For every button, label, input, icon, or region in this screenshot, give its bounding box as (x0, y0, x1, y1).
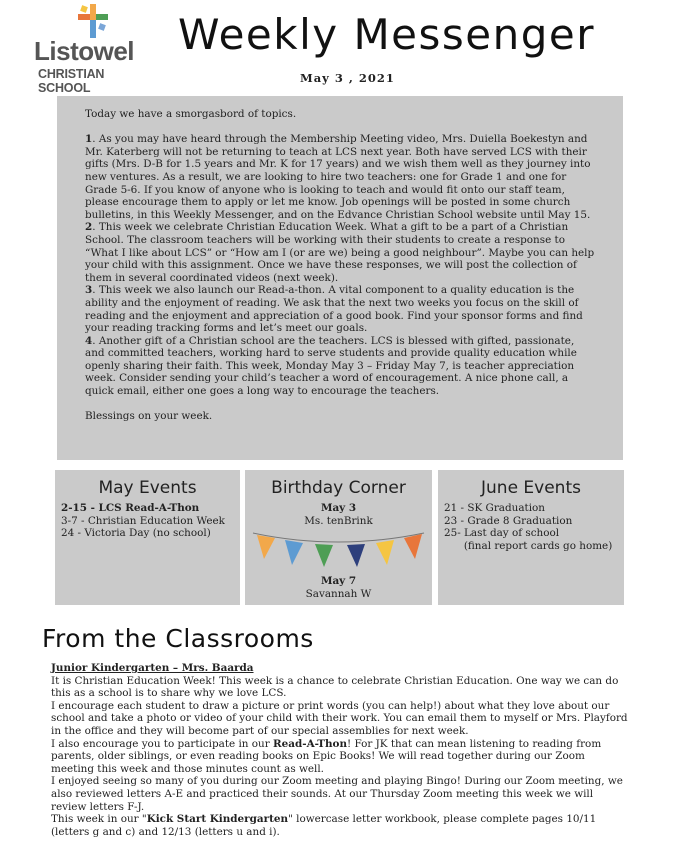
cross-logo-icon (78, 4, 108, 40)
school-logo (34, 4, 146, 95)
principal-message (57, 96, 623, 460)
bunting-flag (347, 544, 365, 567)
intro-paragraph-2: 2. This week we celebrate Christian Education Week. What a gift to be a part of a Christian School. The classroom teachers will be working with their students to create a response to “What I like about LCS” or “How am I (or are we) being a good neighbour”. Maybe you can help your child with this assignment. Once we have these responses, we will post the collection of them in several coordinated videos (next week). (85, 221, 595, 284)
bunting-flag (285, 540, 303, 565)
bunting-flag (376, 540, 394, 565)
intro-paragraph-4: 4. Another gift of a Christian school are the teachers. LCS is blessed with gifted, passionate, and committed teachers, working hard to serve students and provide quality education while openly sharing their faith. This week, Monday May 3 – Friday May 7, is teacher appreciation week. Consider sending your child’s teacher a word of encouragement. A nice phone call, a quick email, either one goes a long way to encourage the teachers. (85, 334, 577, 398)
may-event-item: 24 - Victoria Day (no school) (61, 527, 211, 540)
may-event-item: 3-7 - Christian Education Week (61, 514, 225, 527)
birthday-date-1: May 3 (320, 502, 357, 514)
classroom-paragraph: This week in our "Kick Start Kindergarten" lowercase letter workbook, please complete pages 10/11 (letters g and c) and 12/13 (letters u and i). (51, 813, 597, 838)
may-event-item: 2-15 - LCS Read-A-Thon (61, 502, 200, 514)
newsletter-title: Weekly Messenger (178, 10, 596, 59)
june-event-item: 21 - SK Graduation (444, 502, 545, 514)
logo-subtitle: CHRISTIAN SCHOOL (38, 67, 105, 95)
intro-paragraph-1: 1. As you may have heard through the Membership Meeting video, Mrs. Duiella Boekestyn and Mr. Katerberg will not be returning to teach at LCS next year. Both have served LCS with their gifts (Mrs. D-B for 1.5 years and Mr. K for 17 years) and we wish them well as they journey into new ventures. As a result, we are looking to hire two teachers: one for Grade 1 and one for Grade 5-6. If you know of anyone who is looking to teach and would fit onto our staff team, please encourage them to apply or let me know. Job openings will be posted in some church bulletins, in this Weekly Messenger, and on the Edvance Christian School website until May 15. (85, 133, 591, 221)
intro-opening: Today we have a smorgasbord of topics. (85, 108, 297, 120)
classroom-paragraph: I also encourage you to participate in our Read-A-Thon! For JK that can mean listening to reading from parents, older siblings, or even reading books on Epic Books! We will read together during our Zoom meeting this week and those minutes count as well. (51, 737, 602, 775)
logo-name: Listowel (34, 36, 135, 66)
june-events-box (438, 470, 624, 605)
bunting-flag (404, 534, 422, 559)
newsletter-date: May 3 , 2021 (300, 71, 395, 85)
bunting-flag (315, 544, 333, 567)
intro-paragraph-3: 3. This week we also launch our Read-a-thon. A vital component to a quality education is the ability and the enjoyment of reading. We ask that the next two weeks you focus on the skill of reading and the enjoyment and appreciation of a good book. Find your sponsor forms and find your reading tracking forms and let’s meet our goals. (85, 284, 583, 335)
classroom-paragraph: It is Christian Education Week! This week is a chance to celebrate Christian Education. One way we can do this as a school is to share why we love LCS. (51, 674, 619, 700)
birthday-corner-box (245, 470, 432, 605)
june-events-title: June Events (481, 478, 581, 498)
june-event-item: 25- Last day of school (444, 527, 560, 540)
june-event-item: (final report cards go home) (444, 539, 613, 552)
may-events-box (55, 470, 240, 605)
classroom-paragraph: I enjoyed seeing so many of you during our Zoom meeting and playing Bingo! During our Zoom meeting, we also reviewed letters A-E and practiced their sounds. At our Thursday Zoom meeting this week we will review letters F-J. (51, 775, 623, 813)
classroom-jk (51, 662, 629, 838)
classroom-heading: Junior Kindergarten – Mrs. Baarda (51, 662, 254, 674)
bunting-banner-icon (251, 529, 426, 575)
bunting-flag (257, 535, 275, 559)
intro-closing: Blessings on your week. (85, 410, 213, 423)
classroom-paragraph: I encourage each student to draw a picture or print words (you can help!) about what they love about our school and take a photo or video of your child with their work. You can email them to myself or Mrs. Playford in the office and they will become part of our special assemblies for next week. (51, 699, 628, 737)
june-event-item: 23 - Grade 8 Graduation (444, 514, 573, 527)
birthday-date-2: May 7 (320, 575, 357, 588)
section-title: From the Classrooms (42, 624, 314, 653)
birthday-name-2: Savannah W (305, 587, 372, 600)
may-events-title: May Events (98, 478, 197, 498)
birthday-corner-title: Birthday Corner (271, 478, 406, 498)
birthday-name-1: Ms. tenBrink (304, 514, 373, 527)
